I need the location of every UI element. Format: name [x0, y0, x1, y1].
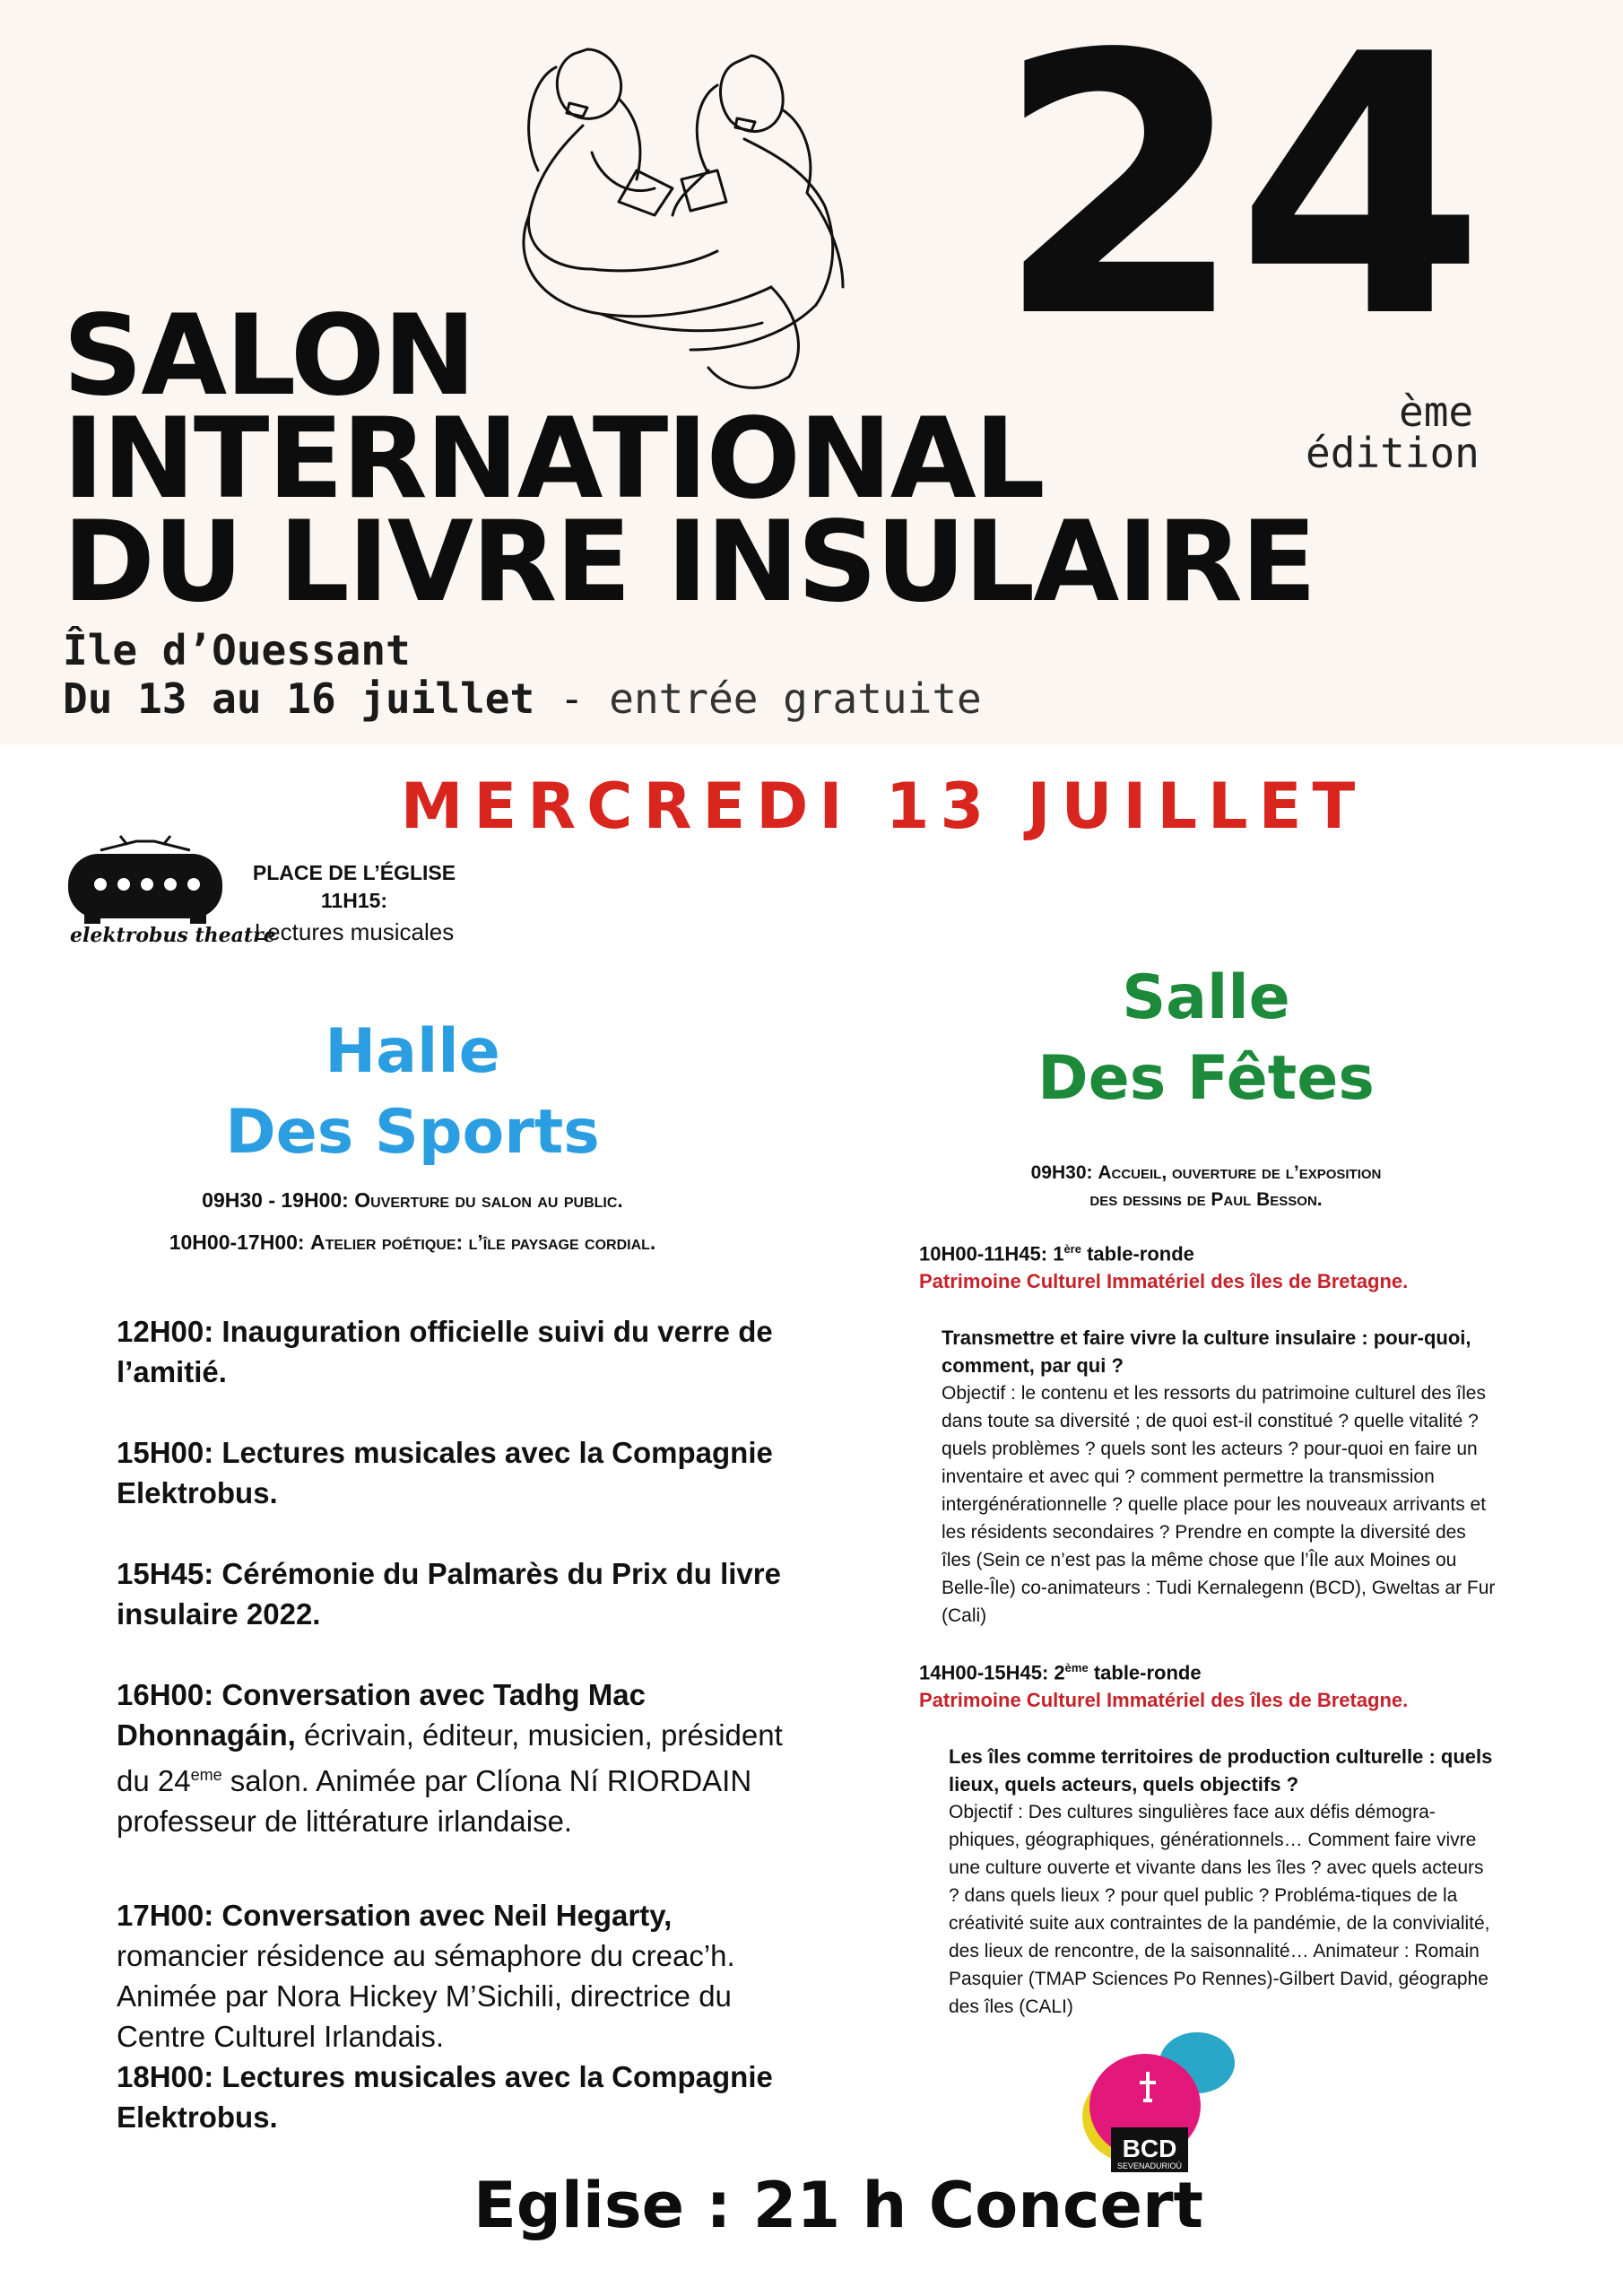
list-item	[117, 1674, 798, 1841]
list-item	[117, 2057, 798, 2137]
list-item	[117, 1553, 798, 1634]
round2-label: table-ronde	[1088, 1661, 1202, 1684]
round2-question: Les îles comme territoires de production culturelle : quels lieux, quels acteurs, quels objectifs ?	[949, 1745, 1493, 1796]
salle-opening-time: 09H30:	[1030, 1162, 1093, 1183]
elektrobus-logo-caption: elektrobus theatre	[70, 924, 276, 947]
event-dates: Du 13 au 16 juillet	[63, 674, 535, 723]
free-entry: entrée gratuite	[609, 674, 982, 723]
header-band	[0, 0, 1623, 744]
event-head: 15H00: Lectures musicales avec la Compagnie Elektrobus.	[117, 1436, 773, 1509]
title-line-livre-insulaire: DU LIVRE INSULAIRE	[63, 498, 1315, 627]
event-place: Île d’Ouessant	[63, 626, 411, 674]
round2-description	[949, 1743, 1496, 2021]
event-head: 15H45: Cérémonie du Palmarès du Prix du livre insulaire 2022.	[117, 1557, 781, 1631]
round1-subtitle: Patrimoine Culturel Immatériel des îles de Bretagne.	[919, 1270, 1409, 1292]
round2-body: Objectif : Des cultures singulières face aux défis démogra-phiques, géographiques, générationnels… Comment faire vivre une culture ouverte et vivante dans les îles ? avec quels acteurs ? dans quels lieux ? pour quel public ? Probléma-tiques de la créativité suite aux contraintes de la pandémie, de la convivialité, des lieux de rencontre, de la saisonnalité… Animateur : Romain Pasquier (TMAP Sciences Po Rennes)-Gilbert David, géographe des îles (CALI)	[949, 1802, 1490, 2017]
place-eglise-title: PLACE DE L’ÉGLISE	[252, 861, 456, 884]
salle-des-fetes-heading	[933, 958, 1480, 1119]
day-heading: MERCREDI 13 JUILLET	[400, 770, 1367, 843]
event-head: 12H00: Inauguration officielle suivi du verre de l’amitié.	[117, 1315, 773, 1388]
round1-question: Transmettre et faire vivre la culture insulaire : pour-quoi, comment, par qui ?	[942, 1326, 1471, 1377]
event-dates-line	[63, 674, 982, 723]
event-head: 16H00: Conversation avec Tadhg Mac Dhonnagáin,	[117, 1678, 646, 1752]
halle-atelier-text: Atelier poétique: l’île paysage cordial.	[309, 1231, 656, 1254]
salle-heading-line1: Salle	[1122, 962, 1290, 1033]
event-sup: eme	[190, 1766, 222, 1784]
salle-heading-line2: Des Fêtes	[1037, 1043, 1375, 1114]
list-item	[117, 1311, 798, 1392]
reading-women-illustration	[502, 36, 1004, 413]
salle-opening-text-1: Accueil, ouverture de l’exposition	[1098, 1162, 1382, 1183]
halle-atelier-time: 10H00-17H00:	[169, 1231, 305, 1254]
event-head: 17H00: Conversation avec Neil Hegarty,	[117, 1899, 673, 1932]
list-item	[117, 1432, 798, 1513]
halle-des-sports-heading	[143, 1012, 681, 1173]
halle-atelier-hours	[90, 1231, 735, 1255]
salle-opening-hours	[933, 1160, 1480, 1213]
concert-announcement: Eglise : 21 h Concert	[473, 2169, 1204, 2242]
edition-superscript: ème	[1399, 387, 1474, 436]
salle-opening-text-2: des dessins de Paul Besson.	[1089, 1189, 1323, 1210]
edition-number: 24	[995, 0, 1477, 396]
event-text: romancier résidence au sémaphore du creac’h. Animée par Nora Hickey M’Sichili, directrice du Centre Culturel Irlandais.	[117, 1939, 735, 2053]
title-line-salon: SALON	[63, 291, 475, 421]
round1-label: table-ronde	[1081, 1242, 1194, 1265]
event-text: écrivain, éditeur, musicien, président du 24	[117, 1718, 783, 1797]
place-eglise-activity: Lectures musicales	[254, 918, 455, 945]
halle-opening-time: 09H30 - 19H00:	[202, 1188, 349, 1212]
round2-subtitle: Patrimoine Culturel Immatériel des îles de Bretagne.	[919, 1689, 1409, 1711]
place-eglise-block	[251, 861, 457, 946]
halle-opening-text: Ouverture du salon au public.	[354, 1188, 623, 1212]
halle-opening-hours	[90, 1188, 735, 1213]
halle-events-list	[117, 1311, 798, 2137]
bcd-logo-subtitle: SEVENADURIOÙ	[1116, 2161, 1183, 2170]
halle-heading-line1: Halle	[325, 1016, 500, 1087]
dates-separator: -	[534, 674, 610, 723]
round2-time: 14H00-15H45: 2	[919, 1661, 1065, 1684]
round1-description	[942, 1324, 1497, 1630]
title-line-international: INTERNATIONAL	[63, 395, 1044, 524]
event-head: 18H00: Lectures musicales avec la Compagnie Elektrobus.	[117, 2060, 773, 2134]
place-eglise-time: 11H15:	[320, 889, 388, 912]
round2-sup: ème	[1064, 1661, 1089, 1674]
round1-sup: ère	[1063, 1242, 1081, 1256]
bcd-logo-name: BCD	[1122, 2135, 1177, 2162]
round2-heading	[919, 1661, 1202, 1684]
round1-time: 10H00-11H45: 1	[919, 1242, 1064, 1265]
edition-label: édition	[1306, 429, 1480, 477]
bcd-logo-icon	[1072, 2018, 1242, 2179]
event-text: salon. Animée par Clíona Ní RIORDAIN professeur de littérature irlandaise.	[117, 1764, 752, 1838]
halle-heading-line2: Des Sports	[225, 1097, 600, 1168]
list-item	[117, 1895, 798, 2057]
round1-heading	[919, 1242, 1194, 1265]
round1-body: Objectif : le contenu et les ressorts du patrimoine culturel des îles dans toute sa diversité ; de quoi est-il constitué ? quelle vitalité ? quels problèmes ? quels sont les acteurs ? pour-quoi en faire un inventaire et avec qui ? comment permettre la transmission intergénérationnelle ? quelle place pour les nouveaux arrivants et les résidents secondaires ? Prendre en compte la diversité des îles (Sein ce n’est pas la même chose que l’Île aux Moines ou Belle-Île) co-animateurs : Tudi Kernalegenn (BCD), Gweltas ar Fur (Cali)	[942, 1383, 1496, 1626]
